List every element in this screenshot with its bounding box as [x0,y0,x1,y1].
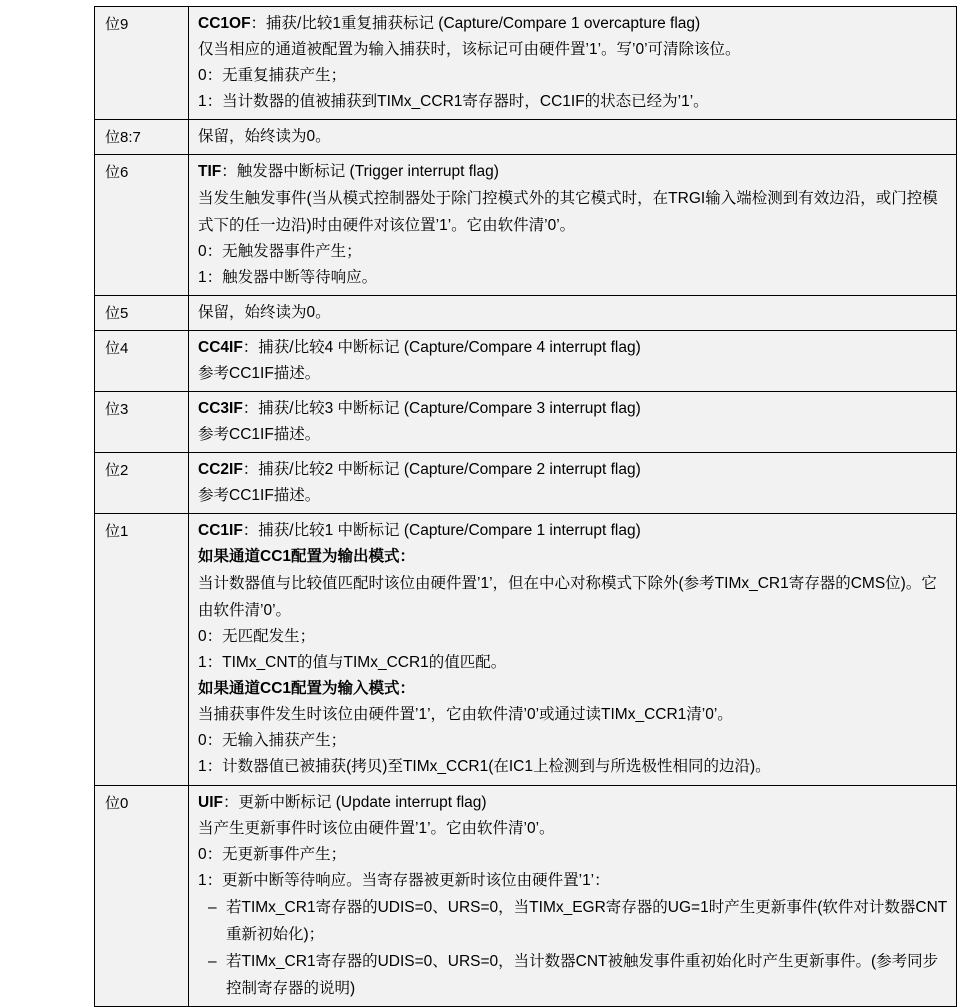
table-row [95,296,957,331]
description-cell [189,514,957,786]
field-title-text: ：捕获/比较1重复捕获标记 (Capture/Compare 1 overcapture flag) [250,15,701,32]
bit-cell [95,392,189,453]
bit-label: 位8:7 [105,129,141,146]
description-line: 1：计数器值已被捕获(拷贝)至TIMx_CCR1(在IC1上检测到与所选极性相同的边沿)。 [198,758,771,775]
description-line: 0：无更新事件产生； [198,846,347,863]
description-line: 当产生更新事件时该位由硬件置’1’。它由软件清’0’。 [198,820,555,837]
dash-bullet-icon: – [208,953,217,970]
description-line: 参考CC1IF描述。 [198,365,321,382]
bullet-item [198,894,948,948]
description-cell [189,392,957,453]
bit-cell [95,331,189,392]
bullet-text: 若TIMx_CR1寄存器的UDIS=0、URS=0，当TIMx_EGR寄存器的UG=1时产生更新事件(软件对计数器CNT重新初始化)； [226,899,948,943]
table-row [95,120,957,155]
description-line: 1：当计数器的值被捕获到TIMx_CCR1寄存器时，CC1IF的状态已经为’1’。 [198,93,709,110]
field-name: CC3IF [198,400,243,417]
bit-label: 位4 [105,340,129,357]
bit-cell [95,7,189,120]
description-line: 0：无匹配发生； [198,628,316,645]
field-title [198,518,948,544]
description-line: 1：TIMx_CNT的值与TIMx_CCR1的值匹配。 [198,654,507,671]
description-line: 0：无输入捕获产生； [198,732,347,749]
description-cell [189,453,957,514]
description-line: 1：更新中断等待响应。当寄存器被更新时该位由硬件置’1’： [198,872,610,889]
bit-label: 位9 [105,16,129,33]
field-name: TIF [198,163,222,180]
description-line: 当计数器值与比较值匹配时该位由硬件置’1’，但在中心对称模式下除外(参考TIMx_CR1寄存器的CMS位)。它由软件清’0’。 [198,575,937,619]
bit-cell [95,786,189,1007]
description-line: 参考CC1IF描述。 [198,426,321,443]
description-line: 0：无重复捕获产生； [198,67,347,84]
field-title-text: ：更新中断标记 (Update interrupt flag) [222,794,487,811]
description-line: 保留，始终读为0。 [198,304,331,321]
field-name: CC1IF [198,522,243,539]
field-title-text: ：捕获/比较1 中断标记 (Capture/Compare 1 interrupt flag) [242,522,641,539]
bit-cell [95,120,189,155]
table-row [95,453,957,514]
output-mode-heading: 如果通道CC1配置为输出模式： [198,548,416,565]
field-title-text: ：触发器中断标记 (Trigger interrupt flag) [221,163,499,180]
field-name: CC4IF [198,339,243,356]
bit-label: 位1 [105,523,129,540]
bit-cell [95,514,189,786]
description-cell [189,7,957,120]
field-name: CC1OF [198,15,251,32]
table-row [95,514,957,786]
description-line: 当发生触发事件(当从模式控制器处于除门控模式外的其它模式时，在TRGI输入端检测到有效边沿，或门控模式下的任一边沿)时由硬件对该位置’1’。它由软件清’0’。 [198,190,938,234]
table-row [95,7,957,120]
description-line: 仅当相应的通道被配置为输入捕获时，该标记可由硬件置’1’。写’0’可清除该位。 [198,41,741,58]
field-title-text: ：捕获/比较3 中断标记 (Capture/Compare 3 interrupt flag) [242,400,641,417]
description-cell [189,296,957,331]
field-title [198,159,948,185]
dash-bullet-icon: – [208,899,217,916]
description-line: 保留，始终读为0。 [198,128,331,145]
input-mode-heading: 如果通道CC1配置为输入模式： [198,680,416,697]
field-title [198,790,948,816]
bit-label: 位0 [105,795,129,812]
bullet-text: 若TIMx_CR1寄存器的UDIS=0、URS=0，当计数器CNT被触发事件重初始化时产生更新事件。(参考同步控制寄存器的说明) [226,953,939,997]
field-title [198,11,948,37]
field-name: CC2IF [198,461,243,478]
field-title-text: ：捕获/比较2 中断标记 (Capture/Compare 2 interrupt flag) [242,461,641,478]
table-row [95,155,957,296]
bit-label: 位3 [105,401,129,418]
bit-label: 位2 [105,462,129,479]
field-name: UIF [198,794,223,811]
bit-cell [95,453,189,514]
description-cell [189,120,957,155]
field-title-text: ：捕获/比较4 中断标记 (Capture/Compare 4 interrupt flag) [242,339,641,356]
bit-cell [95,296,189,331]
field-title [198,335,948,361]
description-cell [189,786,957,1007]
description-line: 当捕获事件发生时该位由硬件置’1’，它由软件清’0’或通过读TIMx_CCR1清’0’。 [198,706,733,723]
bit-label: 位5 [105,305,129,322]
description-line: 参考CC1IF描述。 [198,487,321,504]
description-cell [189,331,957,392]
description-line: 1：触发器中断等待响应。 [198,269,378,286]
description-line: 0：无触发器事件产生； [198,243,362,260]
field-title [198,396,948,422]
table-row [95,331,957,392]
bit-cell [95,155,189,296]
bit-label: 位6 [105,164,129,181]
table-row [95,786,957,1007]
table-row [95,392,957,453]
description-cell [189,155,957,296]
register-bit-table [94,6,957,1007]
field-title [198,457,948,483]
